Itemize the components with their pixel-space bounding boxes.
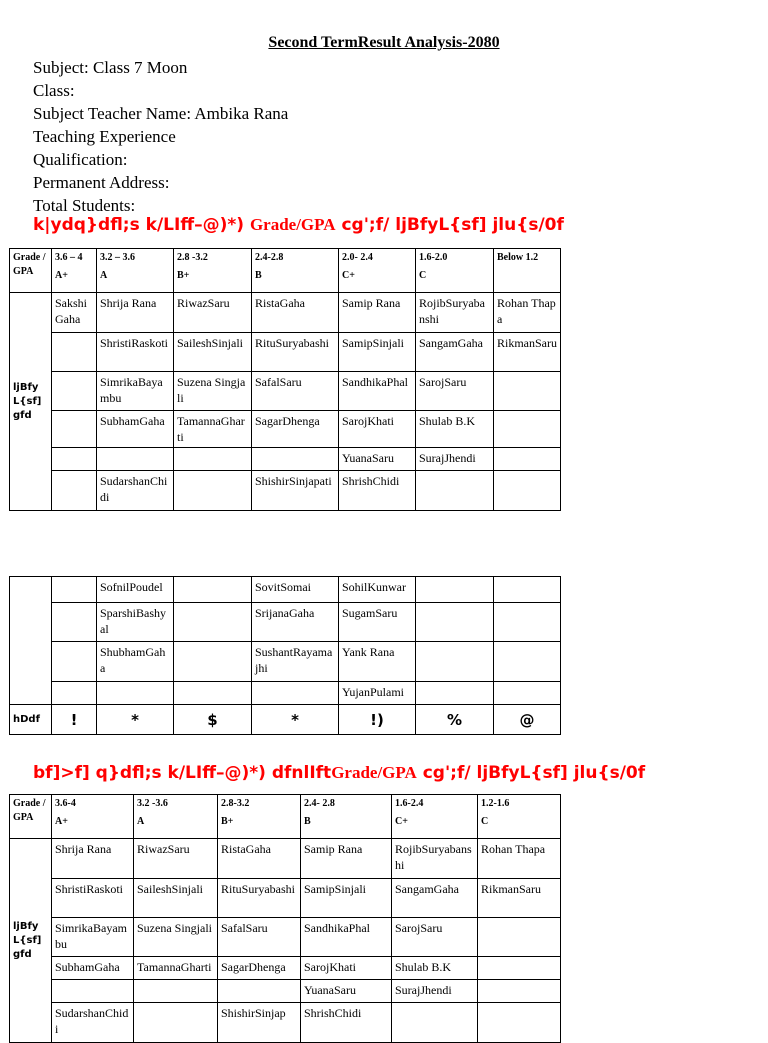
student-name-cell: SarojKhati [339, 411, 416, 448]
student-name-cell: SimrikaBayambu [97, 372, 174, 411]
grade-column-header [478, 795, 561, 839]
grade-column-header [174, 249, 252, 293]
student-name-cell [478, 1003, 561, 1043]
student-name-cell: ShristiRaskoti [52, 879, 134, 918]
gpa-range: 2.8 -3.2 [177, 252, 208, 263]
table-row [10, 918, 561, 957]
student-name-cell [174, 682, 252, 705]
table-row [10, 980, 561, 1003]
student-name-cell: SarojSaru [392, 918, 478, 957]
student-name-cell: RistaGaha [252, 293, 339, 333]
student-name-cell [494, 411, 561, 448]
student-name-cell [174, 603, 252, 642]
grade-letter: B+ [221, 816, 234, 827]
student-name-cell [52, 372, 97, 411]
info-subject: Subject: Class 7 Moon [33, 58, 188, 77]
grade-gpa-label: Grade /GPA [10, 795, 52, 839]
student-name-cell: RikmanSaru [478, 879, 561, 918]
total-label: hDdf [10, 705, 52, 735]
student-name-cell [478, 918, 561, 957]
grade-column-header [252, 249, 339, 293]
student-name-cell [52, 333, 97, 372]
grade-letter: A+ [55, 816, 68, 827]
student-name-cell [134, 1003, 218, 1043]
gpa-range: 2.4- 2.8 [304, 798, 335, 809]
student-name-cell: ShishirSinjap [218, 1003, 301, 1043]
student-name-cell: SurajJhendi [416, 448, 494, 471]
student-name-cell [252, 448, 339, 471]
grade-letter: B [255, 270, 262, 281]
gpa-range: 2.4-2.8 [255, 252, 284, 263]
student-name-cell: ShrishChidi [339, 471, 416, 511]
info-teacher: Subject Teacher Name: Ambika Rana [33, 104, 289, 123]
student-name-cell: SamipSinjali [339, 333, 416, 372]
student-name-cell: RikmanSaru [494, 333, 561, 372]
student-name-cell [494, 448, 561, 471]
student-name-cell: YuanaSaru [339, 448, 416, 471]
table-row [10, 839, 561, 879]
info-class: Class: [33, 81, 75, 100]
student-name-cell: SofnilPoudel [97, 577, 174, 603]
student-name-cell: RiwazSaru [174, 293, 252, 333]
student-name-cell: Suzena Singjali [174, 372, 252, 411]
student-name-cell [416, 577, 494, 603]
total-value: % [416, 705, 494, 735]
student-name-cell [97, 682, 174, 705]
table-row [10, 682, 561, 705]
table-row [10, 448, 561, 471]
student-name-cell [416, 471, 494, 511]
student-name-cell [174, 577, 252, 603]
table-row [10, 372, 561, 411]
gpa-range: 1.6-2.0 [419, 252, 448, 263]
gpa-range: 2.8-3.2 [221, 798, 250, 809]
student-name-cell: SagarDhenga [218, 957, 301, 980]
grade-letter: B [304, 816, 311, 827]
grade-column-header [416, 249, 494, 293]
student-name-cell: SafalSaru [218, 918, 301, 957]
student-name-cell [174, 448, 252, 471]
gpa-range: 2.0- 2.4 [342, 252, 373, 263]
student-name-cell: SaileshSinjali [134, 879, 218, 918]
student-name-cell [494, 682, 561, 705]
student-name-cell: SaileshSinjali [174, 333, 252, 372]
total-value: ! [52, 705, 97, 735]
student-name-cell: RojibSuryabanshi [392, 839, 478, 879]
grade-column-header [301, 795, 392, 839]
student-name-cell: ShrishChidi [301, 1003, 392, 1043]
student-name-cell: RojibSuryabanshi [416, 293, 494, 333]
student-name-cell: RituSuryabashi [252, 333, 339, 372]
grade-header-row [10, 795, 561, 839]
total-value: $ [174, 705, 252, 735]
grade-column-header [134, 795, 218, 839]
grade-column-header [392, 795, 478, 839]
student-name-cell [494, 471, 561, 511]
student-name-cell: Sakshi Gaha [52, 293, 97, 333]
gpa-range: 3.6 – 4 [55, 252, 83, 263]
student-name-cell [52, 642, 97, 682]
grade-column-header [339, 249, 416, 293]
grade-column-header [97, 249, 174, 293]
student-name-cell: SarojKhati [301, 957, 392, 980]
student-name-cell: SudarshanChidi [52, 1003, 134, 1043]
table-row [10, 293, 561, 333]
info-experience: Teaching Experience [33, 127, 176, 146]
grade-letter: A [137, 816, 145, 827]
student-name-cell [174, 471, 252, 511]
section1-heading-gpa: Grade/GPA [249, 215, 336, 234]
student-name-cell [52, 603, 97, 642]
grade-column-header [52, 795, 134, 839]
student-name-cell: SagarDhenga [252, 411, 339, 448]
gpa-range: 1.2-1.6 [481, 798, 510, 809]
student-name-cell: ShristiRaskoti [97, 333, 174, 372]
grade-column-header [494, 249, 561, 293]
student-name-cell [134, 980, 218, 1003]
section1-heading-text: k|ydq}dfl;s k/LIff–@)*) [33, 215, 250, 235]
student-name-cell: RistaGaha [218, 839, 301, 879]
student-name-cell: Shulab B.K [392, 957, 478, 980]
student-name-cell [174, 642, 252, 682]
table-row [10, 333, 561, 372]
section1-grade-table-continued [9, 576, 561, 735]
gpa-range: 3.6-4 [55, 798, 76, 809]
student-name-cell [478, 980, 561, 1003]
student-name-cell: SugamSaru [339, 603, 416, 642]
gpa-range: 3.2 -3.6 [137, 798, 168, 809]
grade-letter: C [481, 816, 489, 827]
student-name-cell: RiwazSaru [134, 839, 218, 879]
student-name-cell: Samip Rana [339, 293, 416, 333]
student-name-cell: Yank Rana [339, 642, 416, 682]
student-name-cell: SubhamGaha [52, 957, 134, 980]
section1-heading-suffix: cg';f/ ljBfyL{sf] jlu{s/0f [335, 215, 564, 235]
section2-heading [33, 763, 645, 783]
student-name-cell: Suzena Singjali [134, 918, 218, 957]
student-name-cell: SangamGaha [392, 879, 478, 918]
student-name-cell: SushantRayamajhi [252, 642, 339, 682]
student-name-cell [416, 682, 494, 705]
total-value: * [97, 705, 174, 735]
grade-header-row [10, 249, 561, 293]
student-name-cell: SurajJhendi [392, 980, 478, 1003]
section2-heading-text: bf]>f] q}dfl;s k/LIff–@)*) dfnlIft [33, 763, 332, 783]
section1-grade-table [9, 248, 561, 511]
student-name-cell: RituSuryabashi [218, 879, 301, 918]
student-name-cell: SamipSinjali [301, 879, 392, 918]
total-value: !) [339, 705, 416, 735]
student-name-cell: SohilKunwar [339, 577, 416, 603]
student-name-cell: SarojSaru [416, 372, 494, 411]
grade-letter: C+ [395, 816, 408, 827]
student-name-cell [494, 577, 561, 603]
student-name-cell [52, 980, 134, 1003]
grade-letter: A [100, 270, 108, 281]
student-name-cell [52, 448, 97, 471]
table-row [10, 1003, 561, 1043]
student-name-cell [52, 471, 97, 511]
student-name-side-label: ljBfy L{sf] gfd [10, 839, 52, 1043]
grade-letter: B+ [177, 270, 190, 281]
student-name-cell [416, 642, 494, 682]
grade-gpa-label: Grade /GPA [10, 249, 52, 293]
student-name-cell [252, 682, 339, 705]
grade-column-header [218, 795, 301, 839]
totals-row [10, 705, 561, 735]
grade-letter: C [419, 270, 427, 281]
page-title: Second TermResult Analysis-2080 [268, 34, 500, 51]
grade-letter: A+ [55, 270, 68, 281]
student-name-side-label [10, 577, 52, 705]
student-name-cell: Rohan Thapa [494, 293, 561, 333]
total-value: @ [494, 705, 561, 735]
student-name-cell: SubhamGaha [97, 411, 174, 448]
table-row [10, 603, 561, 642]
student-name-side-label: ljBfy L{sf] gfd [10, 293, 52, 511]
student-name-cell [392, 1003, 478, 1043]
table-row [10, 471, 561, 511]
section1-heading [33, 215, 564, 235]
gpa-range: Below 1.2 [497, 252, 539, 263]
grade-column-header [52, 249, 97, 293]
table-row [10, 642, 561, 682]
student-name-cell: SudarshanChidi [97, 471, 174, 511]
student-name-cell [97, 448, 174, 471]
student-name-cell: YuanaSaru [301, 980, 392, 1003]
student-name-cell: TamannaGharti [174, 411, 252, 448]
student-name-cell: Shrija Rana [97, 293, 174, 333]
student-name-cell: SandhikaPhal [339, 372, 416, 411]
student-name-cell [478, 957, 561, 980]
student-name-cell [218, 980, 301, 1003]
student-name-cell: YujanPulami [339, 682, 416, 705]
student-name-cell: SovitSomai [252, 577, 339, 603]
student-name-cell [52, 682, 97, 705]
student-name-cell [416, 603, 494, 642]
total-value: * [252, 705, 339, 735]
student-name-cell [52, 577, 97, 603]
student-name-cell: SparshiBashyal [97, 603, 174, 642]
student-name-cell [494, 642, 561, 682]
student-name-cell [494, 372, 561, 411]
student-name-cell: Shulab B.K [416, 411, 494, 448]
table-row [10, 957, 561, 980]
student-name-cell: Samip Rana [301, 839, 392, 879]
gpa-range: 3.2 – 3.6 [100, 252, 135, 263]
table-row [10, 577, 561, 603]
grade-letter: C+ [342, 270, 355, 281]
student-name-cell: Rohan Thapa [478, 839, 561, 879]
table-row [10, 879, 561, 918]
table-row [10, 411, 561, 448]
student-name-cell: SangamGaha [416, 333, 494, 372]
section2-heading-gpa: Grade/GPA [331, 763, 417, 782]
student-name-cell: SafalSaru [252, 372, 339, 411]
gpa-range: 1.6-2.4 [395, 798, 424, 809]
student-name-cell: SandhikaPhal [301, 918, 392, 957]
student-name-cell [494, 603, 561, 642]
info-qualification: Qualification: [33, 150, 128, 169]
student-name-cell [52, 411, 97, 448]
info-address: Permanent Address: [33, 173, 170, 192]
student-name-cell: SrijanaGaha [252, 603, 339, 642]
section2-heading-suffix: cg';f/ ljBfyL{sf] jlu{s/0f [416, 763, 646, 783]
info-total-students: Total Students: [33, 196, 136, 215]
student-name-cell: Shrija Rana [52, 839, 134, 879]
student-name-cell: TamannaGharti [134, 957, 218, 980]
section2-grade-table [9, 794, 561, 1043]
student-name-cell: ShubhamGaha [97, 642, 174, 682]
student-name-cell: SimrikaBayambu [52, 918, 134, 957]
student-name-cell: ShishirSinjapati [252, 471, 339, 511]
teacher-info [33, 56, 288, 217]
